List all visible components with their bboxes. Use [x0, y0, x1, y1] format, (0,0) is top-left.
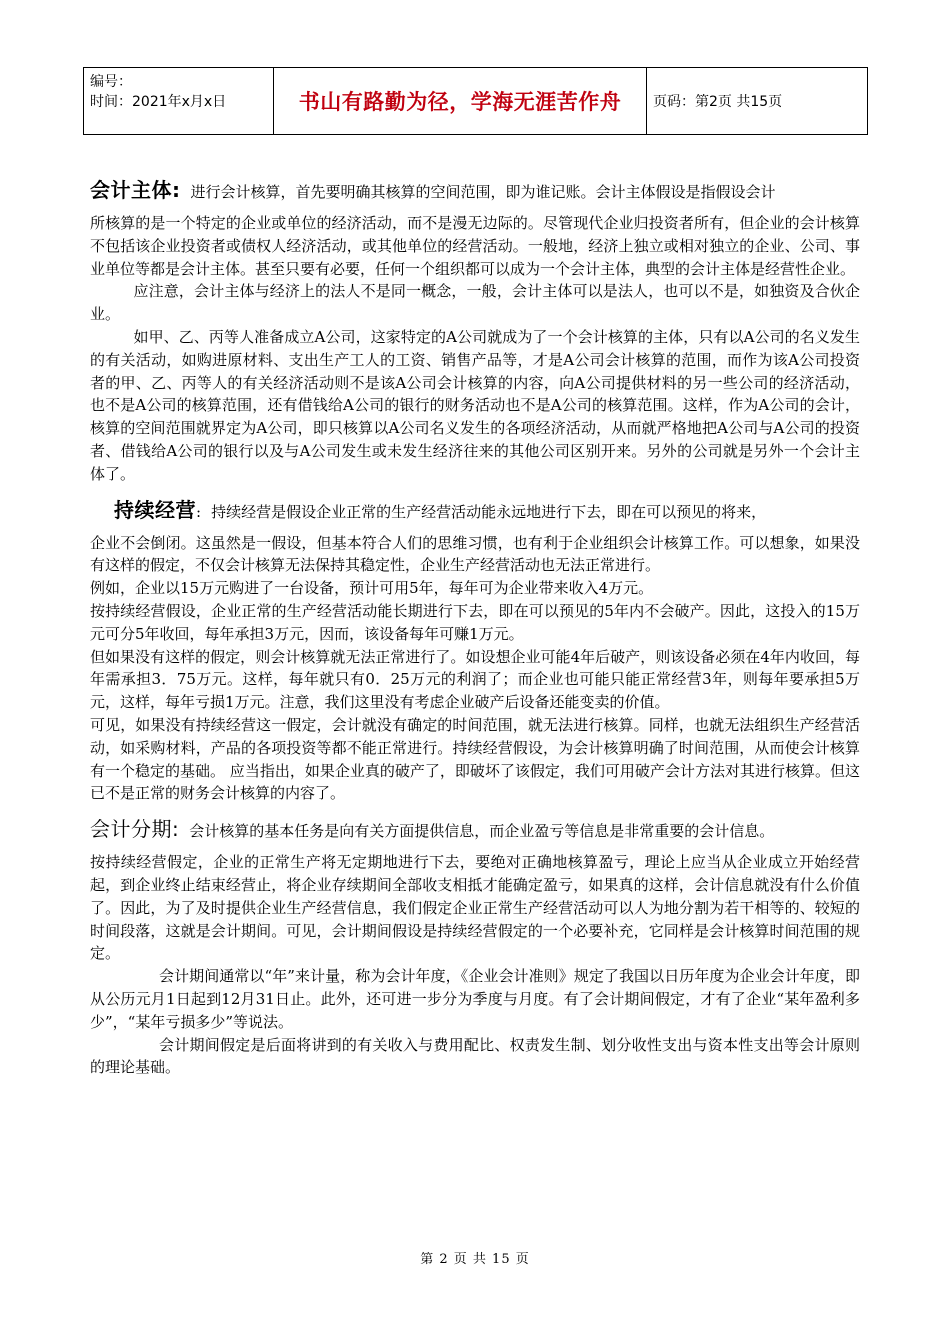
paragraph: 如甲、乙、丙等人准备成立A公司，这家特定的A公司就成为了一个会计核算的主体，只有以A公司的名义发生的有关活动，如购进原材料、支出生产工人的工资、销售产品等，才是A公司会计核算的范围，而作为该A公司投资者的甲、乙、丙等人的有关经济活动则不是该A公司会计核算的内容，向A公司提供材料的另一些公司的经济活动，也不是A公司的核算范围，还有借钱给A公司的银行的财务活动也不是A公司的核算范围。这样，作为A公司的会计，核算的空间范围就界定为A公司，即只核算以A公司名义发生的各项经济活动，从而就严格地把A公司与A公司的投资者、借钱给A公司的银行以及与A公司发生或未发生经济往来的其他公司区别开来。另外的公司就是另外一个会计主体了。 — [90, 327, 860, 483]
section-heading: 持续经营 — [114, 497, 196, 522]
section-heading: 会计分期: — [90, 817, 180, 842]
paragraph: 应注意，会计主体与经济上的法人不是同一概念，一般，会计主体可以是法人，也可以不是，如独资及合伙企业。 — [90, 282, 860, 324]
section-accounting-period — [90, 815, 860, 1079]
section-lead-line — [90, 815, 860, 845]
section-heading: 会计主体: — [90, 178, 181, 202]
paragraph: 按持续经营假定，企业的正常生产将无定期地进行下去，要绝对正确地核算盈亏，理论上应当从企业成立开始经营起，到企业终止结束经营止，将企业存续期间全部收支相抵才能确定盈亏，如果真的这样，会计信息就没有什么价值了。因此，为了及时提供企业生产经营信息，我们假定企业正常生产经营活动可以人为地分割为若干相等的、较短的时间段落，这就是会计期间。可见，会计期间假设是持续经营假定的一个必要补充，它同样是会计核算时间范围的规定。 — [90, 853, 860, 963]
section-lead-text: 进行会计核算，首先要明确其核算的空间范围，即为谁记账。会计主体假设是指假设会计 — [190, 183, 776, 201]
header-page-number: 页码：第2页 共15页 — [647, 68, 868, 135]
page-footer: 第 2 页 共 15 页 — [420, 1252, 530, 1267]
document-header — [83, 67, 868, 135]
section-going-concern — [90, 496, 860, 806]
paragraph: 但如果没有这样的假定，则会计核算就无法正常进行了。如设想企业可能4年后破产，则该设备必须在4年内收回，每年需承担3．75万元。这样，每年就只有0．25万元的利润了；而企业也可能只能正常经营3年，则每年要承担5万元，这样，每年亏损1万元。注意，我们这里没有考虑企业破产后设备还能变卖的价值。 — [90, 647, 860, 712]
section-lead-text: 持续经营是假设企业正常的生产经营活动能永远地进行下去，即在可以预见的将来， — [211, 502, 767, 521]
paragraph: 例如，企业以15万元购进了一台设备，预计可用5年，每年可为企业带来收入4万元。 — [90, 579, 654, 598]
paragraph: 可见，如果没有持续经营这一假定，会计就没有确定的时间范围，就无法进行核算。同样，也就无法组织生产经营活动，如采购材料，产品的各项投资等都不能正常进行。持续经营假设，为会计核算明确了时间范围，从而使会计核算有一个稳定的基础。 应当指出，如果企业真的破产了，即破坏了该假定，我们可用破产会计方法对其进行核算。但这已不是正常的财务会计核算的内容了。 — [90, 715, 860, 803]
paragraph: 会计期间通常以“年”来计量，称为会计年度，《企业会计准则》规定了我国以日历年度为企业会计年度，即从公历元月1日起到12月31日止。此外，还可进一步分为季度与月度。有了会计期间假定，才有了企业“某年盈利多少”，“某年亏损多少”等说法。 — [90, 967, 860, 1031]
document-time-label: 时间：2021年x月x日 — [90, 94, 227, 110]
section-lead-line — [90, 496, 860, 526]
paragraph: 按持续经营假设，企业正常的生产经营活动能长期进行下去，即在可以预见的5年内不会破产。因此，这投入的15万元可分5年收回，每年承担3万元，因而，该设备每年可赚1万元。 — [90, 601, 860, 643]
section-lead-line — [90, 176, 860, 206]
paragraph: 企业不会倒闭。这虽然是一假设，但基本符合人们的思维习惯，也有利于企业组织会计核算工作。可以想象，如果没有这样的假定，不仅会计核算无法保持其稳定性，企业生产经营活动也无法正常进行。 — [90, 533, 860, 575]
paragraph: 所核算的是一个特定的企业或单位的经济活动，而不是漫无边际的。尽管现代企业归投资者所有，但企业的会计核算不包括该企业投资者或债权人经济活动，或其他单位的经营活动。一般地，经济上独立或相对独立的企业、公司、事业单位等都是会计主体。甚至只要有必要，任何一个组织都可以成为一个会计主体，典型的会计主体是经营性企业。 — [90, 214, 860, 278]
header-motto: 书山有路勤为径，学海无涯苦作舟 — [274, 68, 647, 135]
section-lead-text: 会计核算的基本任务是向有关方面提供信息，而企业盈亏等信息是非常重要的会计信息。 — [189, 822, 775, 841]
section-heading-colon: : — [196, 502, 202, 521]
document-body — [90, 176, 860, 1079]
section-accounting-entity — [90, 176, 860, 486]
document-number-label: 编号： — [90, 74, 132, 90]
paragraph: 会计期间假定是后面将讲到的有关收入与费用配比、权责发生制、划分收性支出与资本性支出等会计原则的理论基础。 — [90, 1035, 860, 1077]
header-info-cell — [84, 68, 274, 135]
